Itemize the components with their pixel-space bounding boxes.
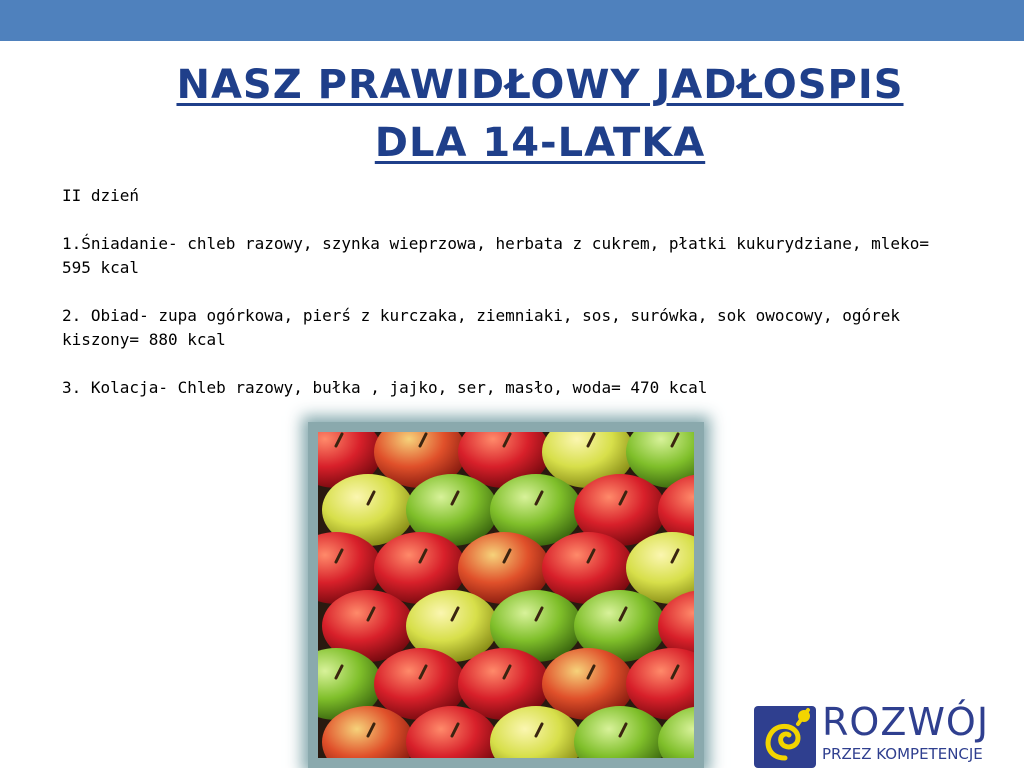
logo-emblem-icon: [754, 702, 816, 768]
apples-photo-frame: [308, 422, 704, 768]
logo-text-main: ROZWÓJ: [822, 700, 990, 744]
meal-dinner: 3. Kolacja- Chleb razowy, bułka , jajko, ser, masło, woda= 470 kcal: [62, 378, 708, 397]
day-label: II dzień: [62, 186, 140, 205]
title-line-2: DLA 14-LATKA: [374, 120, 706, 166]
meal-breakfast: 1.Śniadanie- chleb razowy, szynka wieprzowa, herbata z cukrem, płatki kukurydziane, mleko= 595 kcal: [62, 234, 929, 277]
slide-title: [90, 56, 990, 172]
menu-content: [62, 184, 962, 424]
rozwoj-logo: [754, 700, 1024, 768]
top-bar: [0, 0, 1024, 41]
apples-photo: [318, 432, 694, 758]
logo-text-sub: PRZEZ KOMPETENCJE: [822, 745, 983, 763]
meal-lunch: 2. Obiad- zupa ogórkowa, pierś z kurczaka, ziemniaki, sos, surówka, sok owocowy, ogórek kiszony= 880 kcal: [62, 306, 901, 349]
title-line-1: NASZ PRAWIDŁOWY JADŁOSPIS: [176, 62, 904, 108]
